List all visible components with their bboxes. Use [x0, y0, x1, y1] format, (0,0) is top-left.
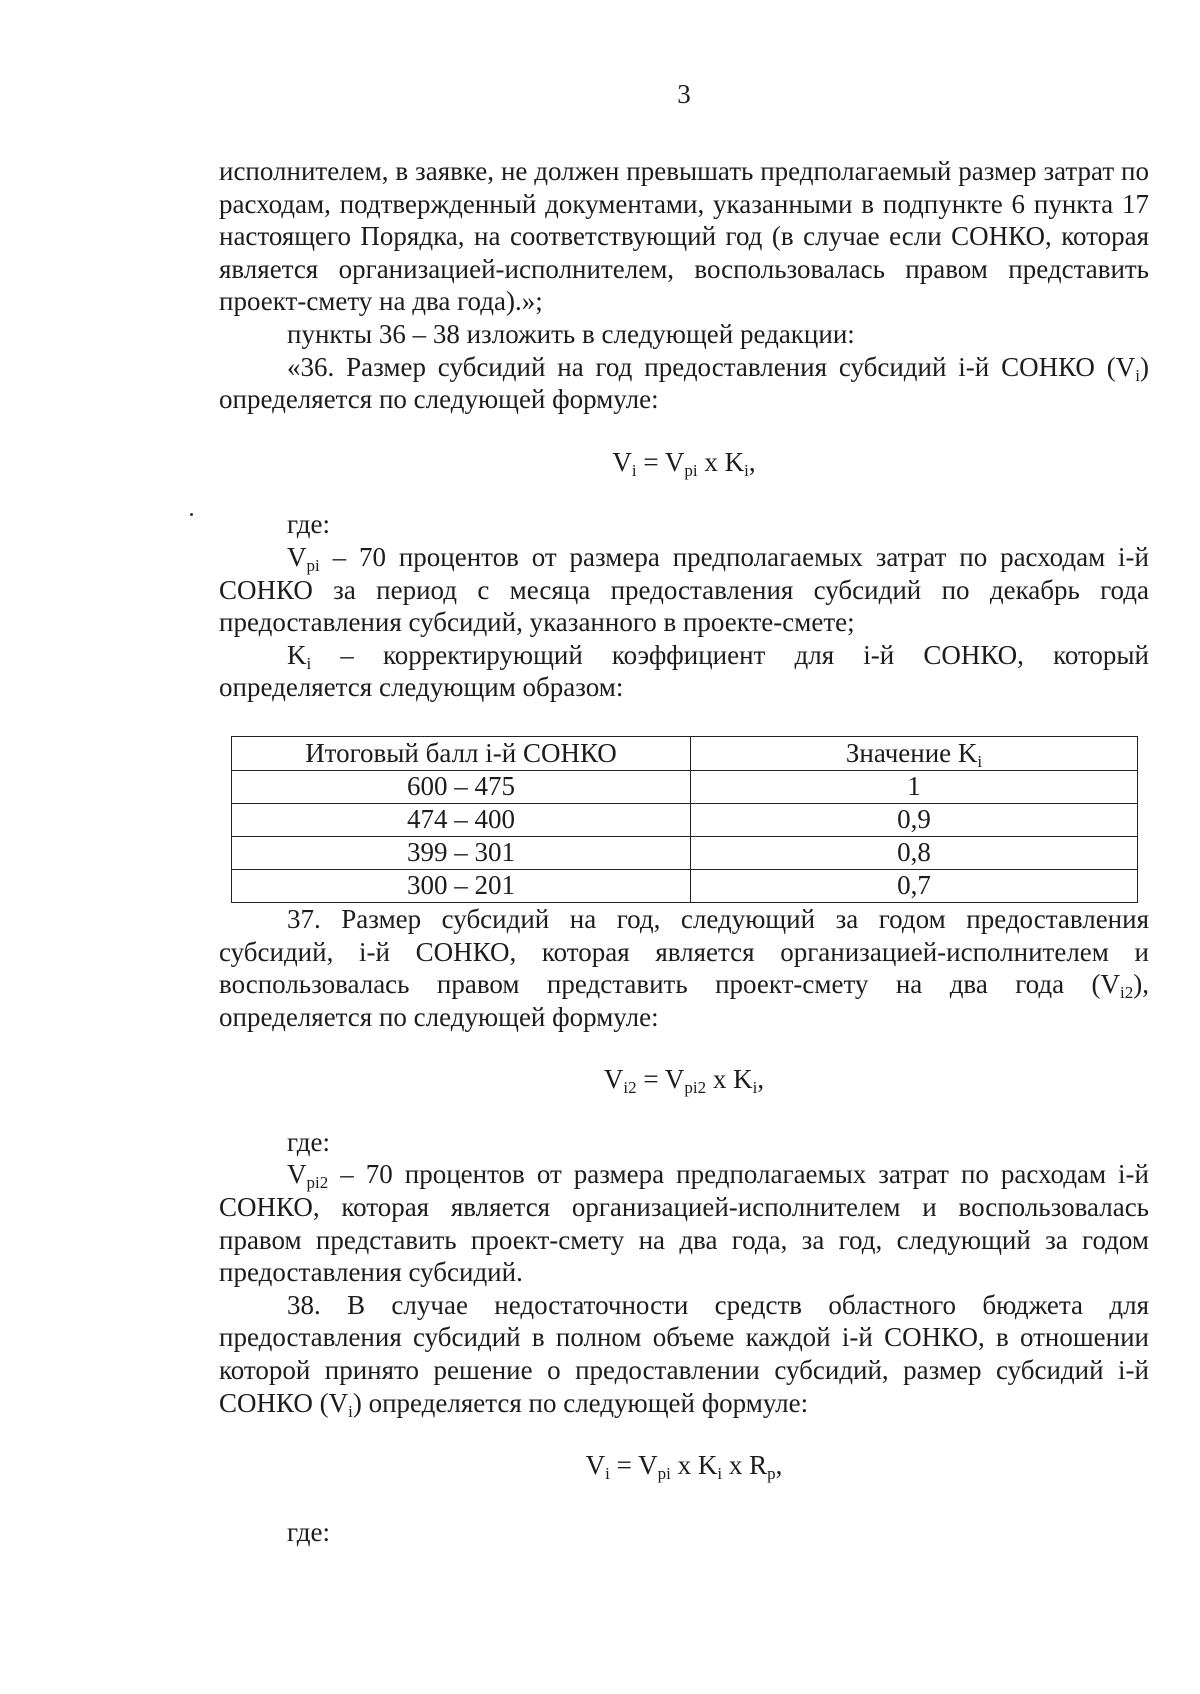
paragraph-36: «36. Размер субсидий на год предоставления субсидий i-й СОНКО $(V_i)$ определяется по следующей формуле:	[219, 351, 1149, 415]
cell-score: 399 – 301	[232, 836, 691, 869]
paragraph-37: 37. Размер субсидий на год, следующий за годом предоставления субсидий, i-й СОНКО, которая является организацией-исполнителем и воспользовалась правом представить проект-смету на два года $(V_{i2})$, определяется по следующей формуле:	[219, 903, 1149, 1032]
table-row	[232, 770, 1138, 803]
cell-value: 0,7	[691, 869, 1138, 902]
table-row	[232, 836, 1138, 869]
definition-vpi: $V_{pi} - 70$ процентов от размера предполагаемых затрат по расходам i-й СОНКО за период с месяца предоставления субсидий по декабрь года предоставления субсидий, указанного в проекте-смете;	[219, 541, 1149, 638]
formula-vi2: $V_{i2} = V_{pi2}$ x $K_i$,	[603, 1064, 765, 1098]
header-score: Итоговый балл i-й СОНКО	[232, 736, 691, 770]
cell-value: 0,9	[691, 803, 1138, 836]
paragraph-continuation: исполнителем, в заявке, не должен превышать предполагаемый размер затрат по расходам, подтвержденный документами, указанными в подпункте 6 пункта 17 настоящего Порядка, на соответствующий год (в случае если СОНКО, которая является организацией-исполнителем, воспользовалась правом представить проект-смету на два года).»;	[219, 156, 1149, 317]
definition-vpi2: $V_{pi2} - 70$ процентов от размера предполагаемых затрат по расходам i-й СОНКО, которая является организацией-исполнителем и воспользовалась правом представить проект-смету на два года, за год, следующий за годом предоставления субсидий.	[219, 1159, 1149, 1288]
paragraph-38: 38. В случае недостаточности средств областного бюджета для предоставления субсидий в полном объеме каждой i-й СОНКО, в отношении которой принято решение о предоставлении субсидий, размер субсидий i-й СОНКО $(V_i)$ определяется по следующей формуле:	[219, 1289, 1149, 1421]
where-label-1: где:	[287, 509, 330, 540]
cell-value: 0,8	[691, 836, 1138, 869]
document-body	[219, 155, 1149, 1548]
formula-vi-rp: $V_i = V_{pi}$ x $K_i$ x $R_p$,	[585, 1450, 783, 1484]
cell-score: 474 – 400	[232, 803, 691, 836]
table-row	[232, 803, 1138, 836]
table-header-row	[232, 736, 1138, 770]
where-label-3: где:	[287, 1516, 330, 1547]
coefficient-table	[231, 736, 1138, 903]
where-label-2: где:	[287, 1126, 330, 1157]
table-row	[232, 869, 1138, 902]
cell-score: 600 – 475	[232, 770, 691, 803]
page-number: 3	[677, 79, 691, 109]
cell-value: 1	[691, 770, 1138, 803]
formula-vi: $V_i = V_{pi}$ x $K_i$,	[612, 446, 756, 480]
header-value: Значение $K_i$	[691, 736, 1138, 770]
cell-score: 300 – 201	[232, 869, 691, 902]
definition-ki: $K_i$ – корректирующий коэффициент для i-й СОНКО, который определяется следующим образом:	[219, 639, 1149, 703]
scan-speck	[190, 513, 193, 516]
paragraph-points-intro: пункты 36 – 38 изложить в следующей редакции:	[287, 318, 855, 349]
